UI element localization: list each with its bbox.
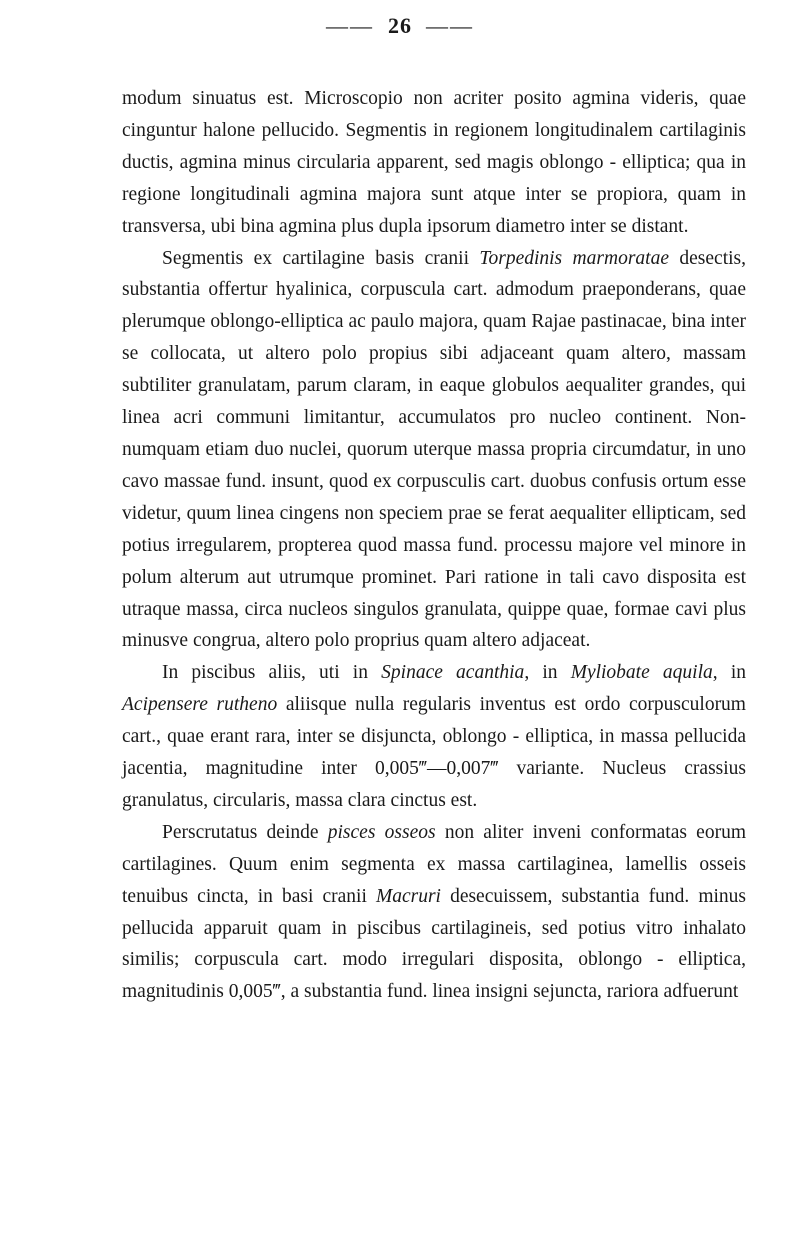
body-text xyxy=(122,83,746,1008)
paragraph-3-text-4: aliisque nulla regularis inventus est ordo corpusculorum cart., quae erant rara, inter se disjuncta, oblongo - elliptica, in massa pellucida jacentia, magnitudine inter 0,005‴—0,007‴ variante. Nucleus crassius granulatus, circularis, massa clara cinctus est. xyxy=(122,694,746,811)
species-name-torpedo: Torpedinis marmoratae xyxy=(479,247,669,269)
term-pisces-osseos: pisces osseos xyxy=(327,821,436,843)
paragraph-4-text-1: Perscrutatus deinde xyxy=(162,821,328,843)
paragraph-2-text-after: desectis, substantia offertur hyalinica, corpuscula cart. admodum praeponderans, quae plerumque oblongo-elliptica ac paulo majora, quam Rajae pastinacae, bina inter se collocata, ut altero polo propius sibi adjaceant quam altero, massam subtiliter granulatam, parum claram, in eaque globulos aequaliter grandes, qui linea acri communi limitantur, accumulatos pro nucleo continent. Non-numquam etiam duo nuclei, quorum uterque massa propria circumdatur, in uno cavo massae fund. insunt, quod ex corpusculis cart. duobus confusis ortum esse videtur, quum linea cingens non speciem prae se ferat aequaliter ellipticam, sed potius irregularem, propterea quod massa fund. processu majore vel minore in polum alterum aut utrumque prominet. Pari ratione in tali cavo disposita est utraque massa, circa nucleos singulos granulata, quippe quae, formae cavi plus minusve congrua, altero polo proprius quam altero adjaceat. xyxy=(122,247,747,652)
species-name-acipenser: Acipensere rutheno xyxy=(122,694,278,716)
page-header xyxy=(0,6,800,46)
paragraph-3-text-2: , in xyxy=(524,662,571,684)
paragraph-1 xyxy=(122,83,746,243)
paragraph-4 xyxy=(122,817,746,1008)
species-name-myliobatis: Myliobate aquila xyxy=(570,662,713,684)
header-dash-right: —— xyxy=(426,13,474,38)
paragraph-2-text-before: Segmentis ex cartilagine basis cranii xyxy=(162,247,480,269)
header-dash-left: —— xyxy=(326,13,374,38)
species-name-macrurus: Macruri xyxy=(375,885,441,907)
species-name-spinax: Spinace acanthia xyxy=(381,662,525,684)
paragraph-2 xyxy=(122,243,746,658)
page-number: 26 xyxy=(388,13,412,38)
paragraph-3-text-1: In piscibus aliis, uti in xyxy=(162,662,382,684)
paragraph-3 xyxy=(122,657,746,817)
paragraph-1-text: modum sinuatus est. Microscopio non acriter posito agmina videris, quae cinguntur halone pellucido. Segmentis in regionem longitudinalem cartilaginis ductis, agmina minus circularia apparent, sed magis oblongo - elliptica; qua in regione longitudinali agmina majora sunt atque inter se propiora, quam in transversa, ubi bina agmina plus dupla ipsorum diametro inter se distant. xyxy=(122,88,746,237)
paragraph-4-text-3: desecuissem, substantia fund. minus pellucida apparuit quam in piscibus cartilagineis, sed potius vitro inhalato similis; corpuscula cart. modo irregulari disposita, oblongo - elliptica, magnitudinis 0,005‴, a substantia fund. linea insigni sejuncta, rariora adfuerunt xyxy=(122,885,746,1003)
paragraph-4-text-2: non aliter inveni conformatas eorum cartilagines. Quum enim segmenta ex massa cartilaginea, lamellis osseis tenuibus cincta, in basi cranii xyxy=(122,821,746,907)
paragraph-3-text-3: , in xyxy=(712,662,746,684)
